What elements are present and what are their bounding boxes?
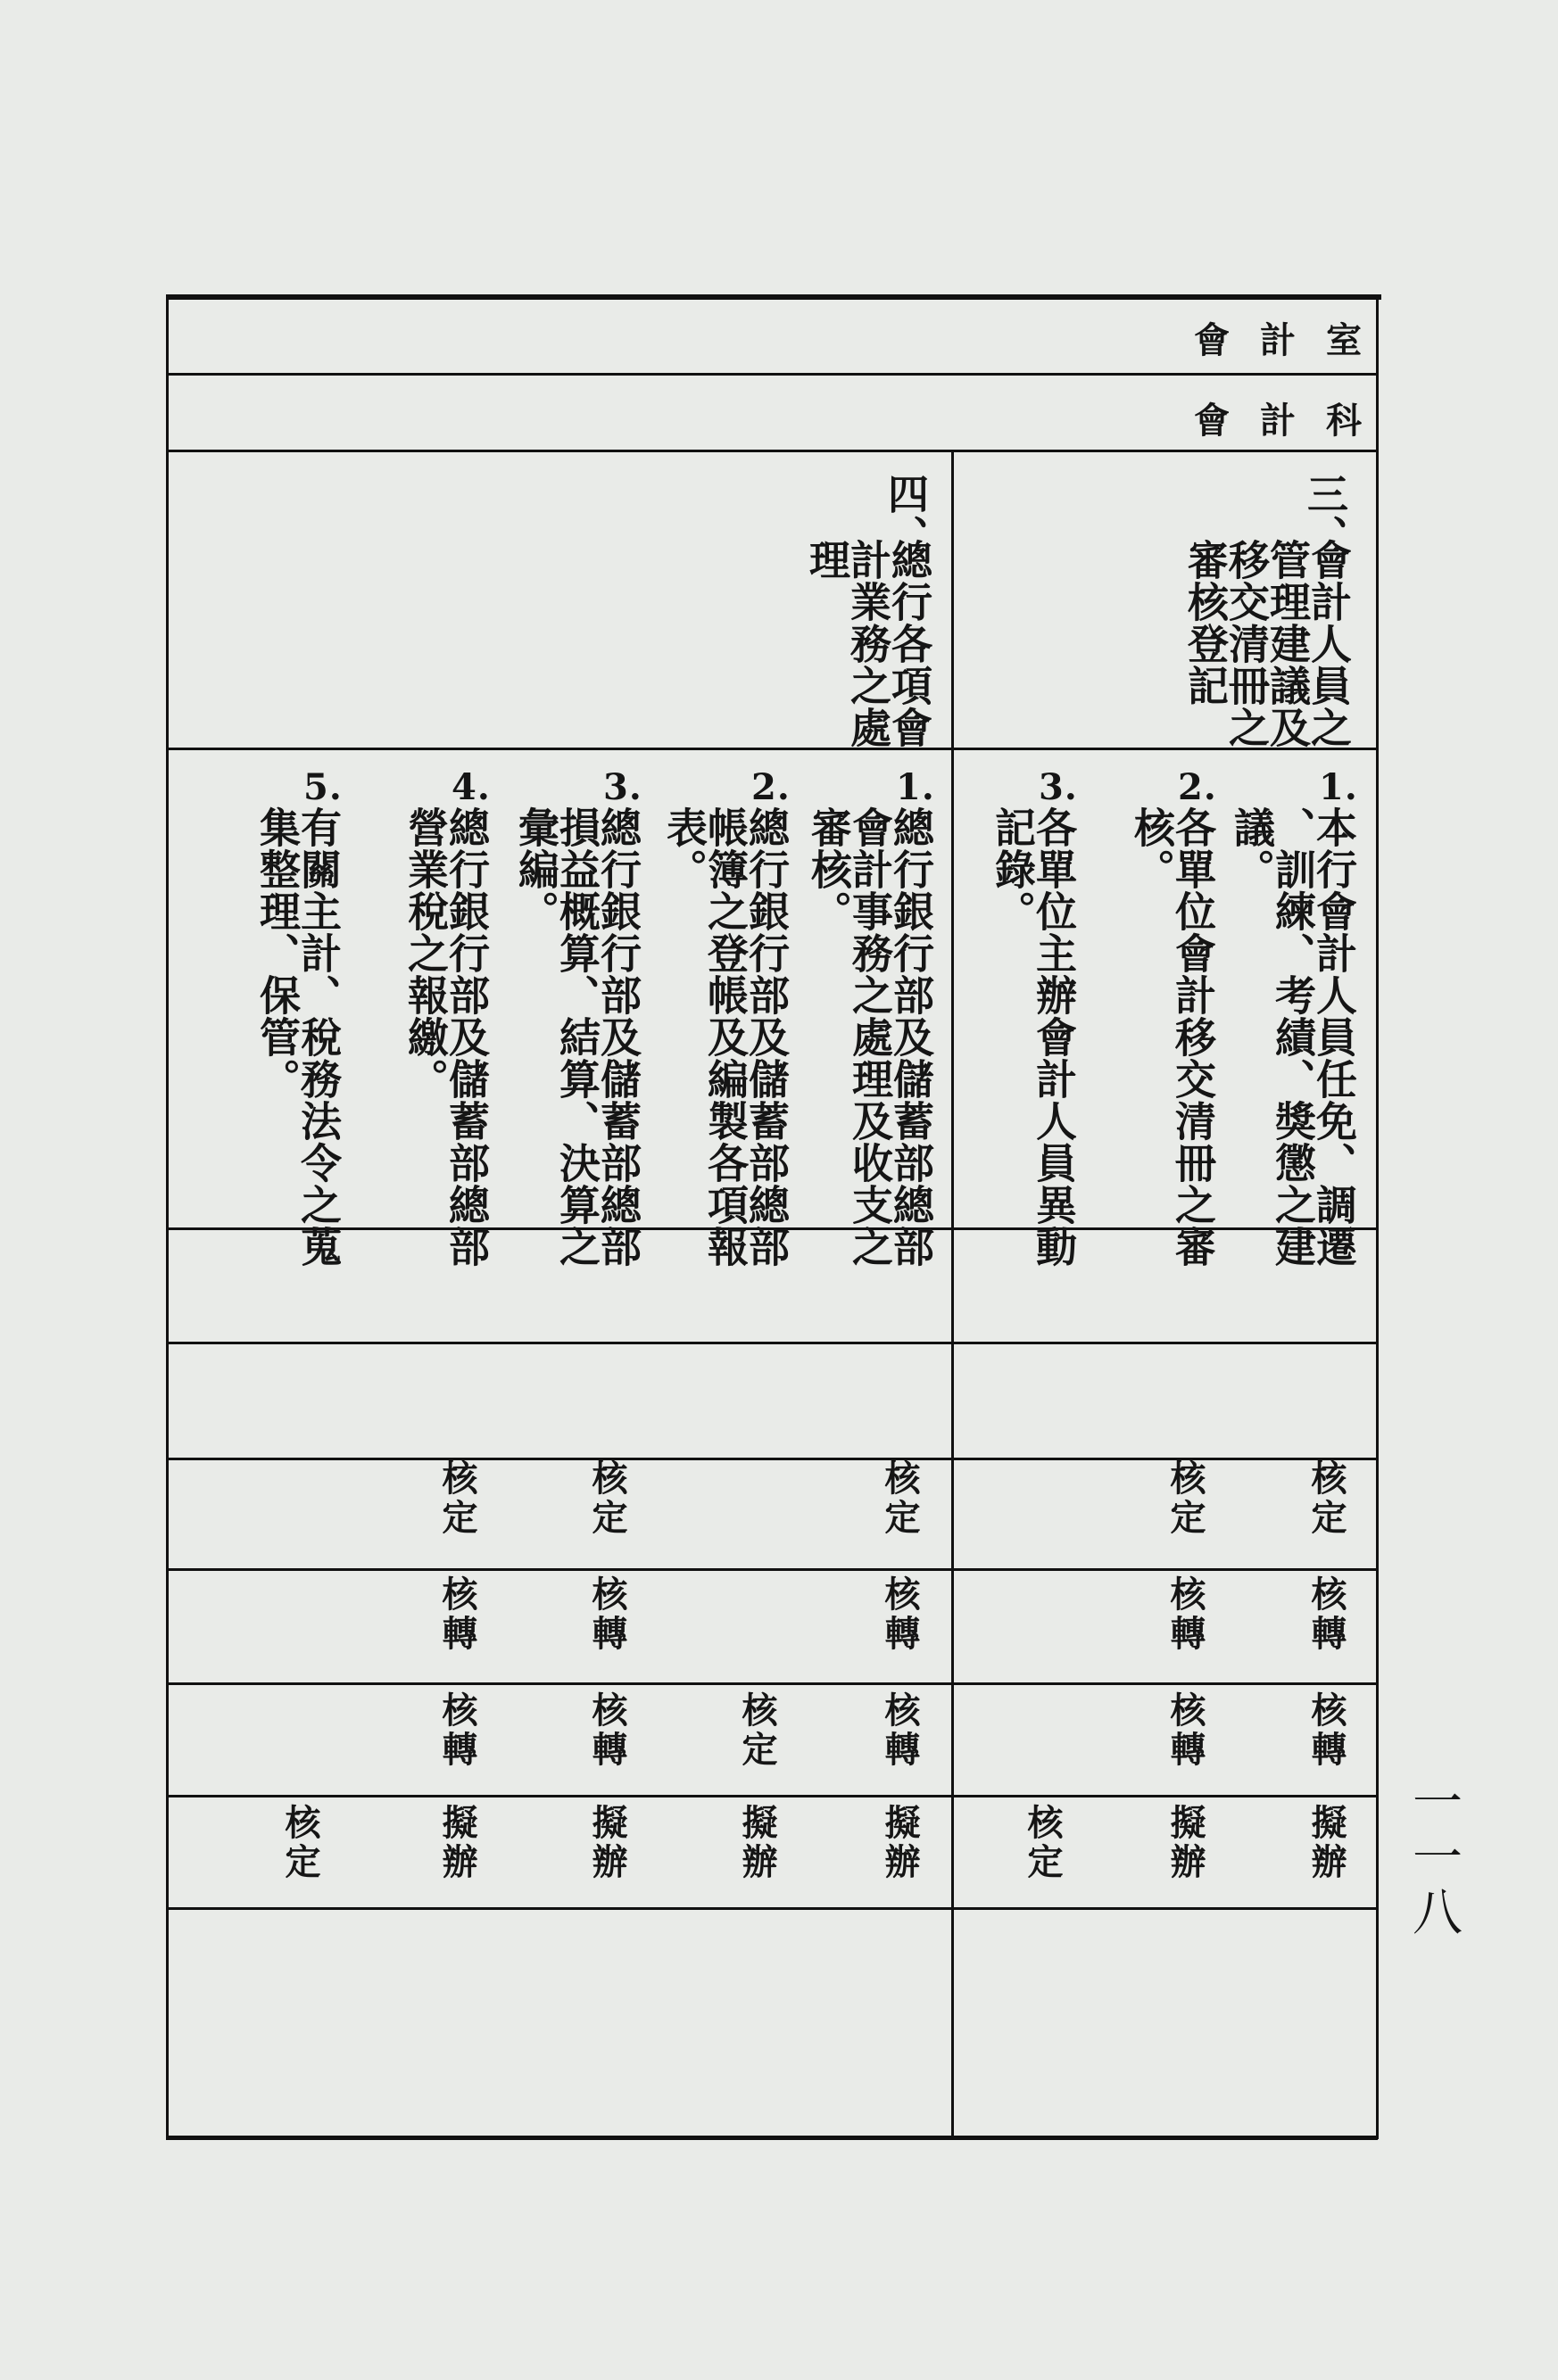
- table-top-rule: [168, 294, 1381, 300]
- mark-r6-c5: 擬辦: [736, 1804, 778, 1882]
- mark-r4-c6: 核轉: [586, 1575, 628, 1654]
- document-page: 會計室 會計科 三、 會計人員之 管理建議及 移交清冊之 審核登記 四、 總行各項會 計業務之處 理 1. 本行會計人員任免、調遷 、訓練、考績、獎懲之建 議。 2. 各單位會計移交清冊之審 核。 3. 各單位主辦會計人員異動 記錄。 1. 總行銀行部及儲蓄部總部 會計事務之處理及收支之 審核。 2. 總行銀行部及儲蓄部總部 帳簿之登帳及編製各項報 表。 3. 總行銀行部及儲蓄部總部 損益概算、結算、決算之 彙編。 4. 總行銀行部及儲蓄部總部 營業稅之報繳。 5. 有關主計、稅務法令之蒐 集整理、保管。 核定 核定 核定 核定 核定 核轉 核轉 核轉 核轉 核轉 核轉 核轉 核轉 核定 核轉 核轉 擬辦 擬辦 核定 擬辦 擬辦 擬辦 擬辦 核定 一一八: [0, 0, 1558, 2380]
- mark-r3-c1: 核定: [1305, 1459, 1347, 1538]
- mark-r5-c4: 核轉: [879, 1691, 921, 1770]
- mark-r6-c7: 擬辦: [436, 1804, 478, 1882]
- mark-r4-c2: 核轉: [1164, 1575, 1206, 1654]
- forward-row-rule: [168, 1682, 1378, 1685]
- mark-r6-c4: 擬辦: [879, 1804, 921, 1882]
- mark-r5-c5: 核定: [736, 1691, 778, 1770]
- mark-r6-c1: 擬辦: [1305, 1804, 1347, 1882]
- header-row-rule-1: [168, 373, 1378, 376]
- forward2-row-rule: [168, 1795, 1378, 1797]
- mark-r5-c6: 核轉: [586, 1691, 628, 1770]
- title-row-rule: [168, 748, 1378, 750]
- mark-r5-c7: 核轉: [436, 1691, 478, 1770]
- section-four-numeral: 四、: [882, 473, 930, 557]
- mark-r3-c6: 核定: [586, 1459, 628, 1538]
- mark-r4-c4: 核轉: [879, 1575, 921, 1654]
- mark-r3-c4: 核定: [879, 1459, 921, 1538]
- mark-r6-c2: 擬辦: [1164, 1804, 1206, 1882]
- page-number: 一一八: [1405, 1775, 1463, 1941]
- mark-r4-c7: 核轉: [436, 1575, 478, 1654]
- header-row-rule-2: [168, 450, 1378, 452]
- table-right-rule: [1376, 294, 1379, 2139]
- mark-r6-c8: 核定: [279, 1804, 321, 1882]
- approve-row-rule: [168, 1568, 1378, 1571]
- center-column-rule: [951, 451, 954, 2137]
- table-bottom-rule: [166, 2136, 1378, 2140]
- mark-r5-c2: 核轉: [1164, 1691, 1206, 1770]
- table-left-rule: [166, 294, 169, 2139]
- draft-row-rule: [168, 1907, 1378, 1910]
- header-accounting-office: 會計室: [1194, 319, 1392, 361]
- mark-r6-c3: 核定: [1022, 1804, 1064, 1882]
- mark-r4-c1: 核轉: [1305, 1575, 1347, 1654]
- mark-r5-c1: 核轉: [1305, 1691, 1347, 1770]
- mark-r6-c6: 擬辦: [586, 1804, 628, 1882]
- blank-row-rule-1: [168, 1342, 1378, 1344]
- section-three-numeral: 三、: [1301, 473, 1349, 557]
- mark-r3-c2: 核定: [1164, 1459, 1206, 1538]
- header-accounting-section: 會計科: [1194, 400, 1392, 442]
- mark-r3-c7: 核定: [436, 1459, 478, 1538]
